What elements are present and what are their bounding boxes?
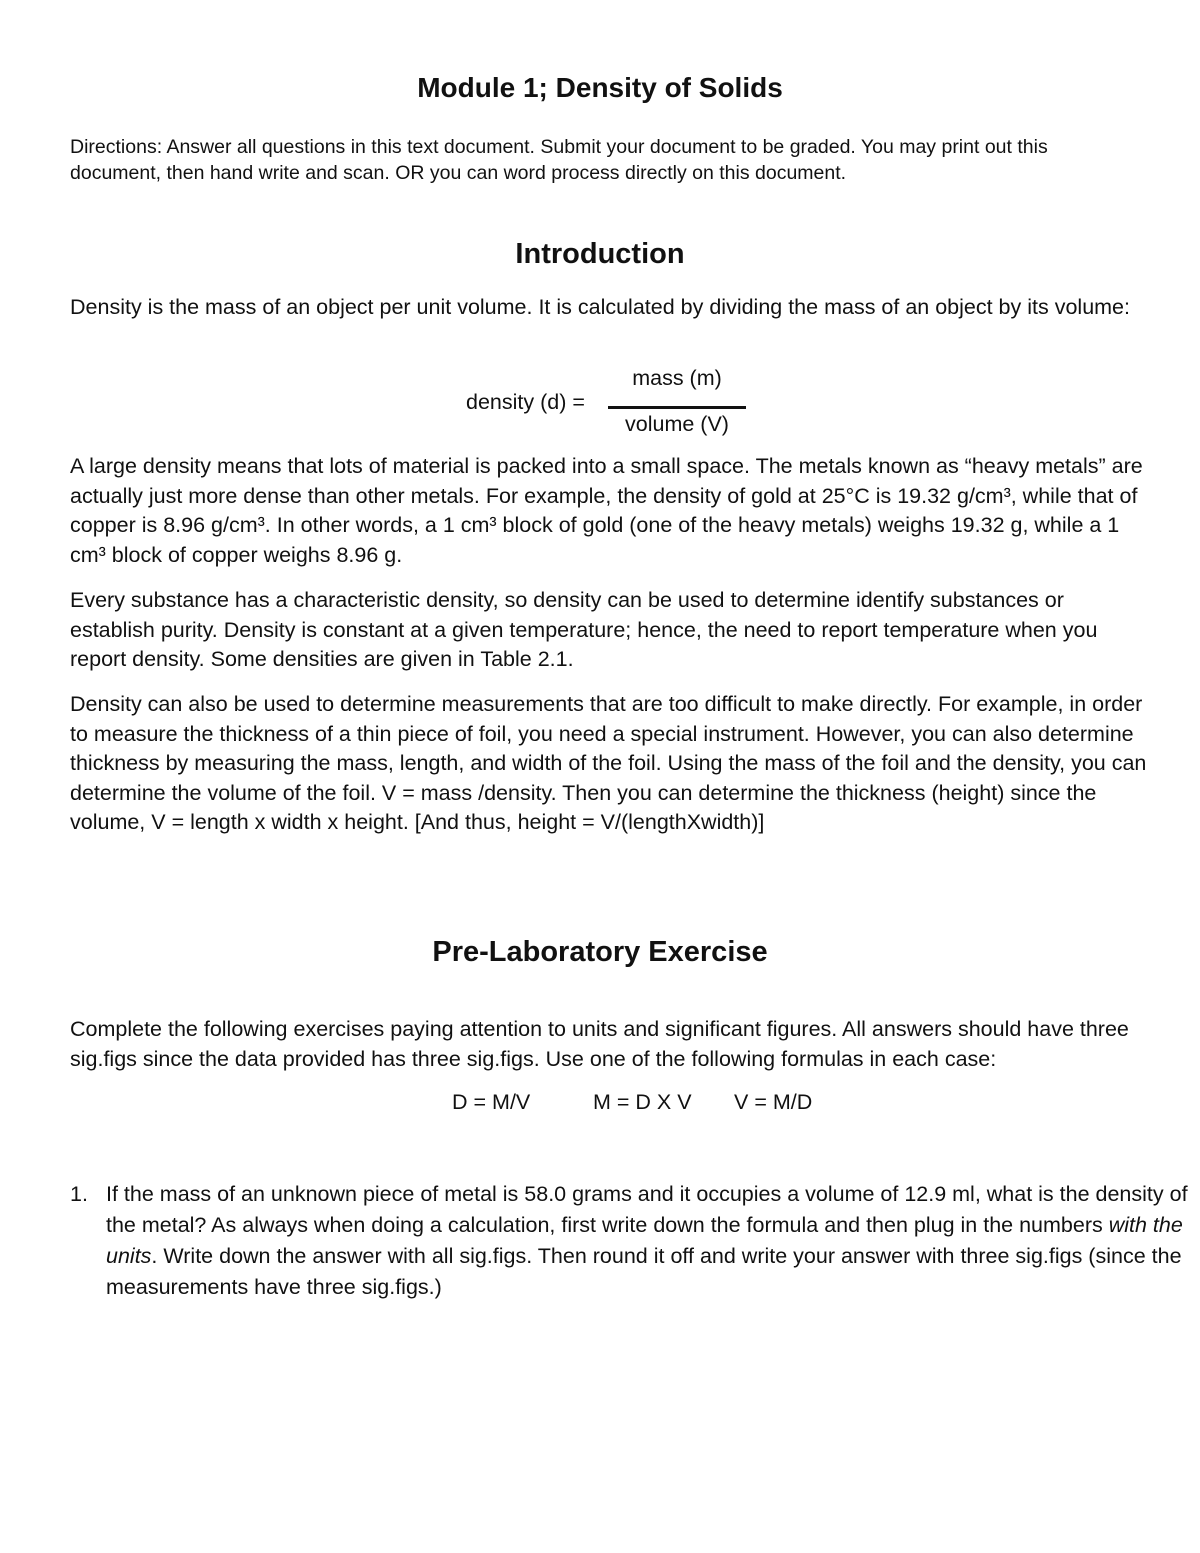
question-1-text-end: . Write down the answer with all sig.figs. Then round it off and write your answer with three sig.figs (since the measurements have three sig.figs.) xyxy=(106,1244,1182,1299)
prelab-heading: Pre-Laboratory Exercise xyxy=(432,936,768,968)
document-title: Module 1; Density of Solids xyxy=(417,72,783,103)
question-1-text xyxy=(106,1179,1190,1303)
formula-lhs: density (d) = xyxy=(466,390,585,414)
equation-mass: M = D X V xyxy=(593,1090,692,1114)
prelab-instructions: Complete the following exercises paying attention to units and significant figures. All answers should have three sig.figs since the data provided has three sig.figs. Use one of the following formulas in each case: xyxy=(70,1017,1129,1071)
directions-text: Directions: Answer all questions in this text document. Submit your document to be graded. You may print out this document, then hand write and scan. OR you can word process directly on this document. xyxy=(70,136,1048,184)
question-1-emphasis: with the units xyxy=(106,1213,1183,1268)
formula-numerator: mass (m) xyxy=(632,366,722,390)
density-definition-paragraph: Density is the mass of an object per unit volume. It is calculated by dividing the mass of an object by its volume: xyxy=(70,295,1130,319)
density-formula xyxy=(466,366,766,442)
characteristic-density-paragraph: Every substance has a characteristic density, so density can be used to determine identify substances or establish purity. Density is constant at a given temperature; hence, the need to report temperature when you report density. Some densities are given in Table 2.1. xyxy=(70,588,1098,671)
introduction-heading: Introduction xyxy=(515,238,685,270)
question-1-text-start: If the mass of an unknown piece of metal is 58.0 grams and it occupies a volume of 12.9 ml, what is the density of the metal? As always when doing a calculation, first write down the formula and then plug in the numbers xyxy=(106,1182,1188,1237)
equation-volume: V = M/D xyxy=(734,1090,813,1114)
question-number: 1. xyxy=(70,1182,88,1206)
heavy-metals-paragraph: A large density means that lots of material is packed into a small space. The metals known as “heavy metals” are actually just more dense than other metals. For example, the density of gold at 25°C is 19.32 g/cm³, while that of copper is 8.96 g/cm³. In other words, a 1 cm³ block of gold (one of the heavy metals) weighs 19.32 g, while a 1 cm³ block of copper weighs 8.96 g. xyxy=(70,454,1143,567)
fraction-bar xyxy=(608,406,746,409)
foil-thickness-paragraph: Density can also be used to determine measurements that are too difficult to make directly. For example, in order to measure the thickness of a thin piece of foil, you need a special instrument. However, you can also determine thickness by measuring the mass, length, and width of the foil. Using the mass of the foil and the density, you can determine the volume of the foil. V = mass /density. Then you can determine the thickness (height) since the volume, V = length x width x height. [And thus, height = V/(lengthXwidth)] xyxy=(70,692,1147,834)
formula-denominator: volume (V) xyxy=(625,412,729,436)
equation-density: D = M/V xyxy=(452,1090,531,1114)
